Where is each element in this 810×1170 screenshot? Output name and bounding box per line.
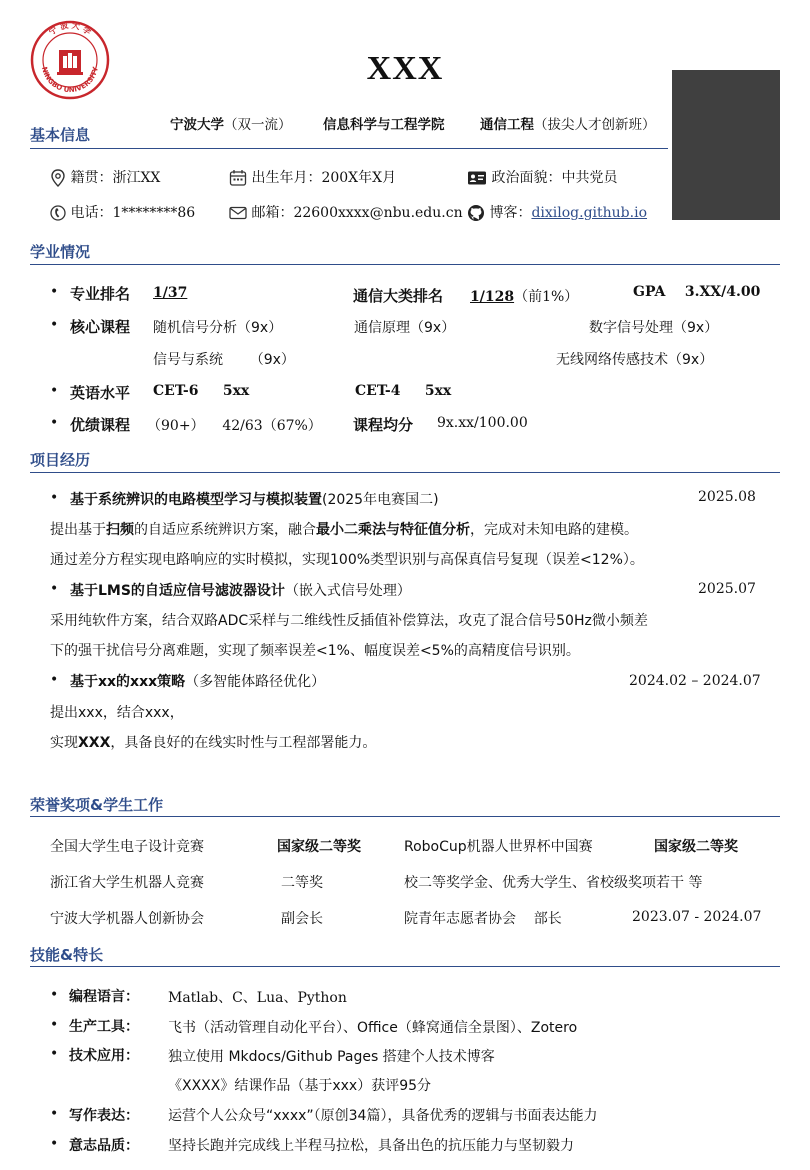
class-rank-row	[470, 286, 578, 306]
project-desc: 提出xxx，结合xxx，	[50, 705, 184, 721]
phone-row	[50, 202, 195, 222]
project-title: 基于xx的xxx策略	[70, 674, 186, 690]
candidate-name: XXX	[366, 50, 444, 87]
bullet: •	[50, 317, 59, 333]
bullet: •	[50, 581, 59, 597]
honor-name: 全国大学生电子设计竞赛	[50, 839, 204, 855]
project-title-row	[70, 671, 325, 691]
skill-label: 技术应用：	[69, 1048, 139, 1064]
rank-value: 1/37	[153, 285, 188, 301]
skill-label: 生产工具：	[69, 1019, 139, 1035]
skill-value: 运营个人公众号“xxxx”（原创34篇），具备优秀的逻辑与书面表达能力	[168, 1108, 598, 1124]
phone-icon	[50, 204, 66, 222]
college-name: 信息科学与工程学院	[323, 117, 445, 133]
role-org: 院青年志愿者协会 部长	[404, 911, 562, 927]
bullet: •	[50, 1136, 59, 1152]
class-rank-label: 通信大类排名	[353, 287, 444, 305]
project-note: （多智能体路径优化）	[185, 674, 326, 690]
hometown-row	[50, 167, 160, 187]
blog-row	[467, 202, 647, 222]
class-rank-note: （前1%）	[514, 289, 579, 305]
email-row	[229, 202, 463, 222]
gpa: GPA 3.XX/4.00	[633, 284, 761, 300]
avg-label: 课程均分	[353, 416, 414, 434]
birth-row	[229, 167, 396, 187]
section-rule	[30, 472, 780, 473]
major-note: （拔尖人才创新班）	[534, 117, 656, 133]
rank-label: 专业排名	[70, 285, 131, 303]
excellent-value: （90+） 42/63（67%）	[147, 418, 322, 434]
section-title-honors: 荣誉奖项&学生工作	[30, 796, 164, 814]
course-item: 无线网络传感技术（9x）	[556, 352, 714, 368]
skill-value: 坚持长跑并完成线上半程马拉松，具备出色的抗压能力与坚韧毅力	[168, 1138, 574, 1154]
bullet: •	[50, 383, 59, 399]
skill-label: 意志品质：	[69, 1138, 139, 1154]
project-title-row	[70, 580, 411, 600]
cet4: CET-4 5xx	[355, 383, 452, 399]
course-item: 随机信号分析（9x）	[153, 320, 283, 336]
honor-level: 国家级二等奖	[654, 839, 738, 855]
section-rule	[30, 966, 780, 967]
project-date: 2025.07	[698, 581, 756, 597]
mail-icon	[229, 205, 247, 221]
project-date: 2024.02 – 2024.07	[629, 673, 761, 689]
section-title-academic: 学业情况	[30, 243, 91, 261]
email-text: 邮箱：22600xxxx@nbu.edu.cn	[251, 205, 463, 221]
logo-cn-text: 宁 波 大 学	[47, 20, 93, 37]
section-rule	[30, 816, 780, 817]
skill-value: 独立使用 Mkdocs/Github Pages 搭建个人技术博客	[168, 1049, 495, 1065]
phone-text: 电话：1********86	[70, 205, 196, 221]
project-title-row	[70, 489, 439, 509]
section-title-skills: 技能&特长	[30, 946, 104, 964]
course-item: 通信原理（9x）	[354, 320, 456, 336]
svg-text:宁 波 大 学	[47, 20, 93, 37]
bullet: •	[50, 672, 59, 688]
hometown-text: 籍贯：浙江XX	[70, 170, 161, 186]
section-title-basic: 基本信息	[30, 126, 91, 144]
bullet: •	[50, 490, 59, 506]
core-label: 核心课程	[70, 318, 131, 336]
blog-label: 博客：	[489, 205, 532, 221]
project-note: (2025年电赛国二)	[322, 492, 439, 508]
class-rank-value: 1/128	[470, 289, 515, 305]
project-title: 基于系统辨识的电路模型学习与模拟装置	[70, 492, 322, 508]
major-line	[480, 113, 656, 133]
github-icon	[467, 204, 485, 222]
location-pin-icon	[50, 169, 66, 187]
course-item: 信号与系统 （9x）	[153, 352, 295, 368]
politics-row	[467, 167, 617, 187]
bullet: •	[50, 284, 59, 300]
school-line	[170, 113, 292, 133]
section-title-projects: 项目经历	[30, 451, 91, 469]
bullet: •	[50, 1106, 59, 1122]
bullet: •	[50, 987, 59, 1003]
project-desc: 提出基于扫频的自适应系统辨识方案，融合最小二乘法与特征值分析，完成对未知电路的建模。	[50, 522, 638, 538]
role-date: 2023.07 - 2024.07	[632, 909, 762, 925]
avg-value: 9x.xx/100.00	[437, 415, 528, 431]
excellent-label: 优绩课程	[70, 416, 131, 434]
skill-value: 《XXXX》结课作品（基于xxx）获评95分	[168, 1078, 432, 1094]
course-item: 数字信号处理（9x）	[589, 320, 719, 336]
project-desc: 通过差分方程实现电路响应的实时模拟，实现100%类型识别与高保真信号复现（误差<12%）。	[50, 552, 644, 568]
honor-name: 浙江省大学生机器人竞赛	[50, 875, 204, 891]
role-title: 副会长	[281, 911, 323, 927]
project-desc: 实现XXX，具备良好的在线实时性与工程部署能力。	[50, 735, 377, 751]
skill-value: Matlab、C、Lua、Python	[168, 990, 347, 1006]
english-label: 英语水平	[70, 384, 131, 402]
honor-level: 二等奖	[281, 875, 323, 891]
birth-text: 出生年月：200X年X月	[251, 170, 397, 186]
project-title: 基于LMS的自适应信号滤波器设计	[70, 583, 285, 599]
bullet: •	[50, 1017, 59, 1033]
bullet: •	[50, 1046, 59, 1062]
honor-name: RoboCup机器人世界杯中国赛	[404, 839, 593, 855]
section-rule	[30, 264, 780, 265]
blog-link[interactable]: dixilog.github.io	[531, 205, 648, 221]
role-org: 宁波大学机器人创新协会	[50, 911, 204, 927]
politics-text: 政治面貌：中共党员	[491, 170, 618, 186]
cet6: CET-6 5xx	[153, 383, 250, 399]
skill-value: 飞书（活动管理自动化平台）、Office（蜂窝通信全景图）、Zotero	[168, 1020, 578, 1036]
section-rule	[30, 148, 668, 149]
honor-level: 国家级二等奖	[277, 839, 361, 855]
id-card-icon	[467, 170, 487, 186]
skill-label: 编程语言：	[69, 989, 139, 1005]
skill-label: 写作表达：	[69, 1108, 139, 1124]
project-desc: 采用纯软件方案，结合双路ADC采样与二维线性反插值补偿算法，攻克了混合信号50Hz微小频差	[50, 613, 648, 629]
bullet: •	[50, 415, 59, 431]
project-date: 2025.08	[698, 489, 756, 505]
major-name: 通信工程	[480, 117, 534, 133]
honor-name: 校二等奖学金、优秀大学生、省校级奖项若干 等	[404, 875, 703, 891]
project-desc: 下的强干扰信号分离难题，实现了频率误差<1%、幅度误差<5%的高精度信号识别。	[50, 643, 580, 659]
school-name: 宁波大学	[170, 117, 224, 133]
logo-text: NINGBO UNIVERSITY	[40, 66, 100, 95]
project-note: （嵌入式信号处理）	[284, 583, 411, 599]
school-note: （双一流）	[224, 117, 292, 133]
photo-placeholder	[672, 70, 780, 220]
calendar-icon	[229, 169, 247, 187]
